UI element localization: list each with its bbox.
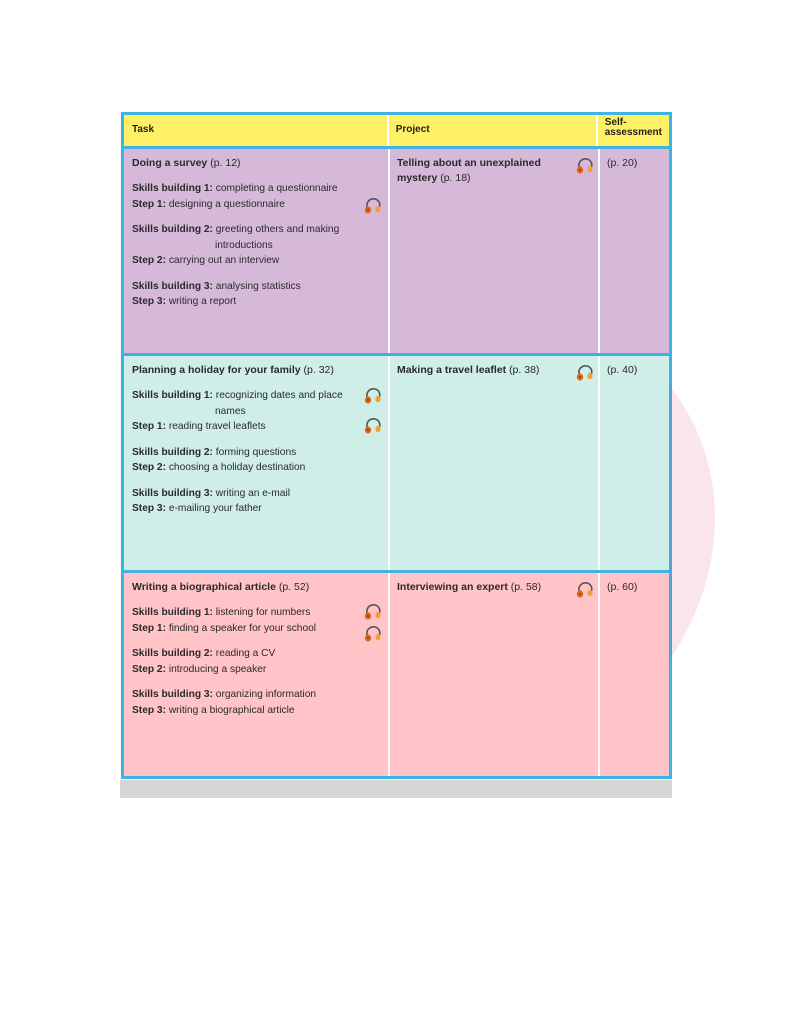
self-assessment-page: (p. 20) — [607, 157, 638, 169]
list-item — [132, 646, 380, 662]
list-item — [132, 419, 380, 435]
headphones-icon[interactable] — [574, 362, 596, 384]
project-page: (p. 58) — [510, 581, 542, 593]
task-page: (p. 32) — [303, 364, 334, 376]
line-label: Step 3: — [132, 704, 166, 716]
unit-row-1 — [124, 149, 669, 356]
list-item — [132, 294, 380, 310]
line-text: e-mailing your father — [168, 503, 262, 514]
task-cell — [124, 573, 390, 776]
task-title — [132, 580, 380, 595]
line-text: carrying out an interview — [168, 255, 280, 266]
project-page: (p. 38) — [509, 364, 540, 376]
table-header-row — [124, 115, 669, 149]
project-title-text: Interviewing an expert — [397, 581, 508, 593]
list-item — [132, 404, 380, 420]
line-label: Skills building 2: — [132, 648, 213, 659]
project-cell — [390, 573, 600, 776]
line-label: Step 1: — [132, 421, 166, 432]
line-label: Step 1: — [132, 622, 166, 634]
task-cell — [124, 149, 390, 353]
task-title-text: Planning a holiday for your family — [132, 364, 301, 376]
task-page: (p. 52) — [278, 581, 310, 593]
line-text: choosing a holiday destination — [168, 462, 306, 473]
line-label: Skills building 2: — [132, 446, 213, 458]
line-label: Step 3: — [132, 296, 166, 307]
task-page: (p. 12) — [210, 157, 241, 169]
self-assessment-page: (p. 60) — [607, 581, 638, 593]
list-item — [132, 621, 380, 637]
line-label: Skills building 3: — [132, 280, 213, 292]
header-self-assessment — [598, 115, 669, 146]
project-cell — [390, 149, 600, 353]
self-assessment-cell — [600, 573, 669, 776]
list-item — [132, 222, 380, 238]
line-text: writing a report — [168, 296, 237, 307]
header-project: Project — [389, 115, 598, 146]
line-text: analysing statistics — [215, 280, 301, 292]
list-item — [132, 181, 380, 197]
line-text: designing a questionnaire — [168, 198, 285, 210]
line-text: writing a biographical article — [168, 704, 295, 716]
project-title — [397, 580, 591, 595]
self-assessment-cell — [600, 356, 669, 570]
line-label: Step 2: — [132, 663, 166, 675]
line-label: Skills building 1: — [132, 183, 213, 194]
line-text: recognizing dates and place — [215, 390, 343, 401]
line-label: Skills building 2: — [132, 224, 213, 235]
list-item — [132, 279, 380, 295]
project-title — [397, 363, 591, 378]
page-shadow — [120, 780, 672, 798]
line-text: reading travel leaflets — [168, 421, 266, 432]
line-text: finding a speaker for your school — [168, 622, 317, 634]
line-text: writing an e-mail — [215, 487, 290, 499]
list-item — [132, 445, 380, 461]
list-item — [132, 238, 380, 254]
headphones-icon[interactable] — [574, 155, 596, 177]
list-item — [132, 197, 380, 213]
headphones-icon[interactable] — [574, 579, 596, 601]
task-title-text: Doing a survey — [132, 157, 208, 169]
line-label: Step 2: — [132, 255, 166, 266]
task-cell — [124, 356, 390, 570]
line-text: completing a questionnaire — [215, 183, 338, 194]
list-item — [132, 501, 380, 517]
line-label: Step 3: — [132, 503, 166, 514]
project-page: (p. 18) — [440, 172, 471, 184]
line-label: Skills building 1: — [132, 390, 213, 401]
line-text: reading a CV — [215, 648, 276, 659]
headphones-icon[interactable] — [362, 195, 384, 217]
line-text: forming questions — [215, 446, 297, 458]
line-label: Step 2: — [132, 462, 166, 473]
task-title — [132, 363, 380, 378]
project-title-text: Telling about an unexplained mystery — [397, 157, 541, 184]
line-text: greeting others and making — [215, 224, 340, 235]
line-text: organizing information — [215, 689, 317, 700]
list-item — [132, 687, 380, 703]
self-assessment-page: (p. 40) — [607, 364, 638, 376]
list-item — [132, 388, 380, 404]
task-title — [132, 156, 380, 171]
list-item — [132, 662, 380, 678]
header-task: Task — [124, 115, 389, 146]
list-item — [132, 605, 380, 621]
list-item — [132, 460, 380, 476]
unit-row-3 — [124, 573, 669, 776]
line-text: introducing a speaker — [168, 663, 267, 675]
project-title — [397, 156, 591, 186]
line-label: Skills building 3: — [132, 487, 213, 499]
headphones-icon[interactable] — [362, 601, 384, 623]
syllabus-table — [121, 112, 672, 779]
line-text: introductions — [215, 239, 273, 251]
self-assessment-cell — [600, 149, 669, 353]
list-item — [132, 486, 380, 502]
line-label: Skills building 1: — [132, 607, 213, 618]
line-label: Step 1: — [132, 198, 166, 210]
project-title-text: Making a travel leaflet — [397, 364, 507, 376]
list-item — [132, 703, 380, 719]
project-cell — [390, 356, 600, 570]
header-self-assessment-label: Self- assessment — [604, 117, 662, 138]
headphones-icon[interactable] — [362, 385, 384, 407]
line-label: Skills building 3: — [132, 689, 213, 700]
list-item — [132, 253, 380, 269]
line-text: listening for numbers — [215, 607, 311, 618]
headphones-icon[interactable] — [362, 415, 384, 437]
unit-row-2 — [124, 356, 669, 573]
task-title-text: Writing a biographical article — [132, 581, 276, 593]
headphones-icon[interactable] — [362, 623, 384, 645]
line-text: names — [215, 405, 246, 417]
